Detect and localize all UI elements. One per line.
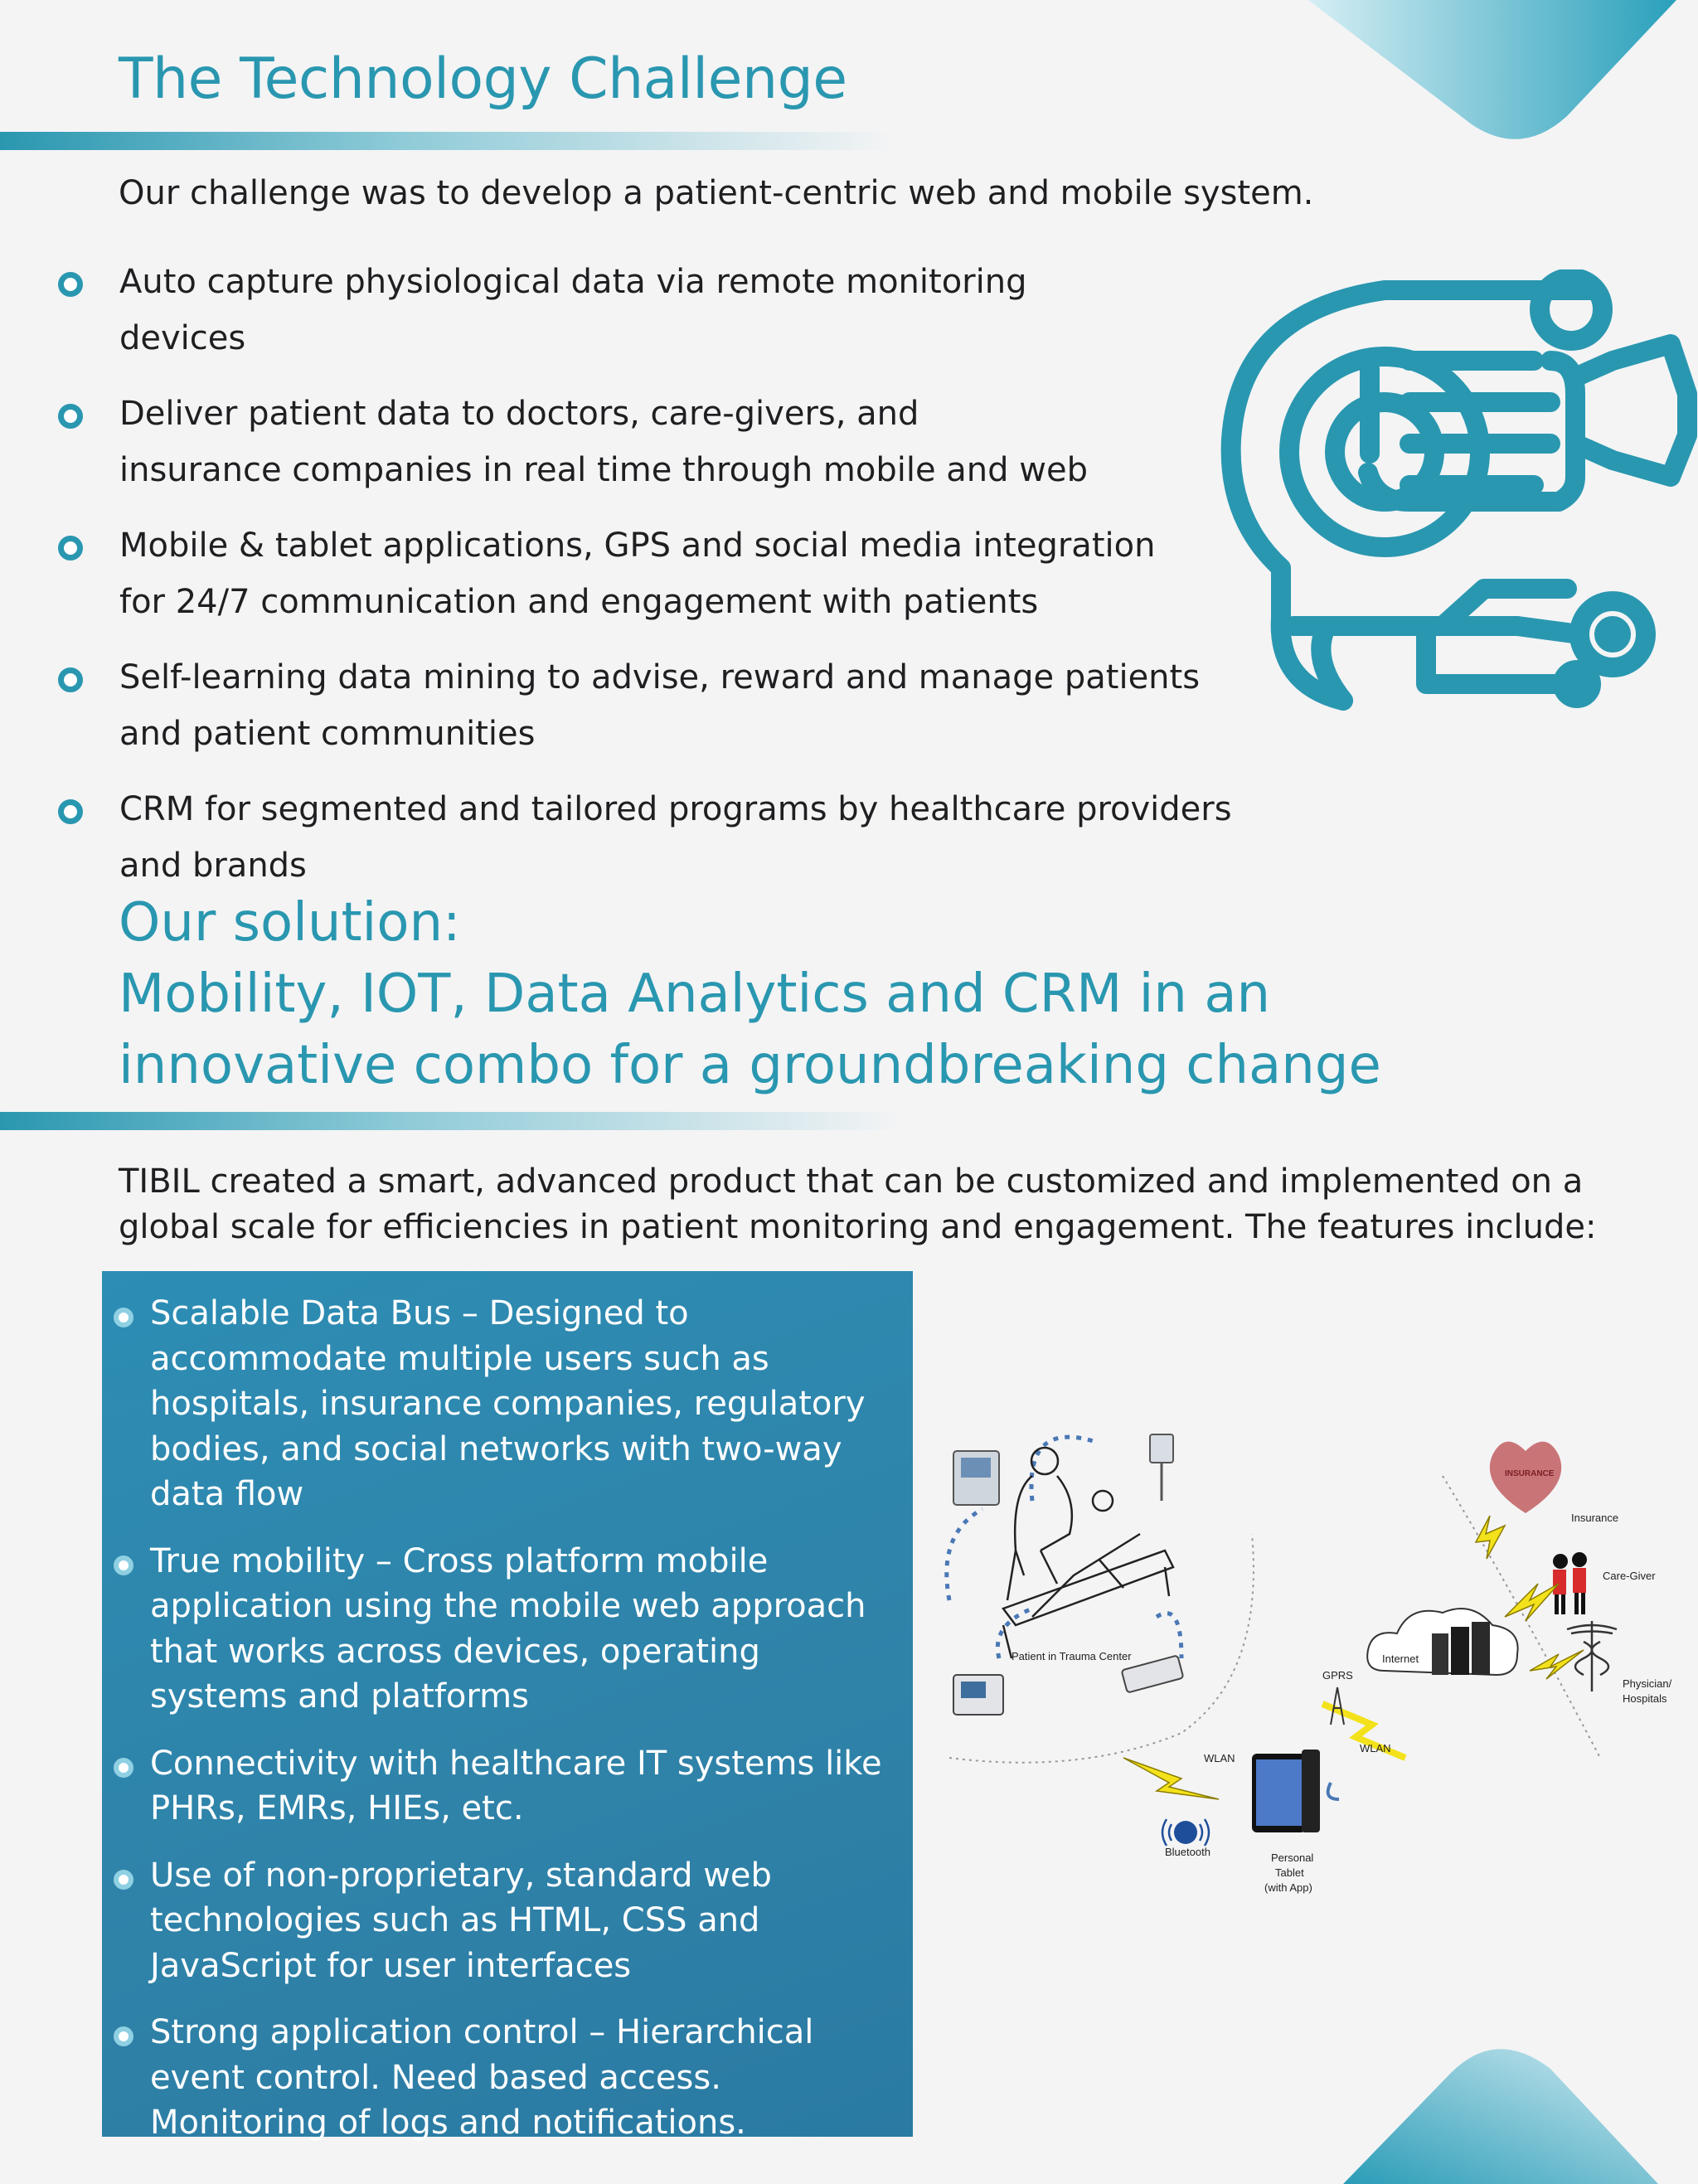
solution-description: TIBIL created a smart, advanced product that can be customized and implemented on a global scale for efficiencies in patient monitoring and engagement. The features include:: [119, 1162, 1597, 1246]
features-panel: [102, 1271, 913, 2142]
list-item: [58, 781, 1239, 894]
bullet-icon: [58, 272, 83, 297]
diagram-label-physician: Physician/: [1623, 1677, 1672, 1690]
diagram-label-caregiver: Care-Giver: [1603, 1570, 1656, 1582]
bullet-icon: [114, 1870, 133, 1890]
diagram-label-tablet-3: (with App): [1264, 1881, 1312, 1894]
list-item-text: Auto capture physiological data via remote monitoring devices: [119, 263, 1027, 357]
list-item-text: Self-learning data mining to advise, reward and manage patients and patient communities: [119, 658, 1201, 753]
feature-item: [102, 1539, 913, 1720]
ecg-device-icon: [953, 1675, 1003, 1715]
list-item: [58, 649, 1206, 762]
system-network-diagram: [933, 1410, 1696, 1924]
diagram-label-wlan2: WLAN: [1360, 1742, 1391, 1754]
diagram-label-tablet-2: Tablet: [1275, 1866, 1304, 1879]
solution-divider: [0, 1112, 904, 1130]
heart-label: INSURANCE: [1505, 1469, 1555, 1478]
medical-monitor-icon: [953, 1451, 999, 1505]
iv-pump-icon: [1150, 1434, 1173, 1501]
list-item-text: Deliver patient data to doctors, care-givers, and insurance companies in real time through mobile and web: [119, 395, 1088, 489]
bullet-icon: [114, 1555, 133, 1575]
feature-item: [102, 2010, 913, 2146]
feature-text: Scalable Data Bus – Designed to accommodate multiple users such as hospitals, insurance companies, regulatory bodies, and social networks with two-way data flow: [150, 1294, 866, 1513]
diagram-label-bluetooth: Bluetooth: [1165, 1846, 1210, 1858]
solution-heading: [119, 887, 1661, 1101]
list-item: [58, 254, 1031, 366]
feature-text: Strong application control – Hierarchical event control. Need based access. Monitoring of logs and notifications.: [150, 2013, 814, 2142]
wireless-signal-icon: [1505, 1584, 1559, 1621]
bullet-icon: [114, 1308, 133, 1327]
insurance-heart-icon: [1490, 1442, 1561, 1513]
diagram-label-trauma: Patient in Trauma Center: [1012, 1650, 1132, 1662]
feature-item: [102, 1741, 913, 1832]
diagram-label-insurance: Insurance: [1571, 1512, 1619, 1524]
decorative-corner-shape-bottom: [1310, 2036, 1698, 2184]
diagram-label-wlan1: WLAN: [1204, 1752, 1235, 1764]
bullet-icon: [58, 799, 83, 824]
feature-item: [102, 1853, 913, 1989]
bullet-icon: [114, 2026, 133, 2046]
list-item: [58, 386, 1089, 498]
solution-label: Our solution:: [119, 892, 461, 954]
diagram-label-internet: Internet: [1382, 1653, 1419, 1665]
tablet-icon: [1252, 1750, 1320, 1832]
features-list: [102, 1291, 913, 2167]
challenge-bullet-list: [58, 254, 1232, 913]
feature-text: True mobility – Cross platform mobile application using the mobile web approach that works across devices, operating systems and platforms: [150, 1541, 866, 1716]
doctor-patient-sketch: [1003, 1448, 1173, 1658]
page-title: The Technology Challenge: [119, 46, 847, 112]
bluetooth-icon: [1162, 1819, 1209, 1846]
title-divider: [0, 132, 895, 150]
solution-subtitle: Mobility, IOT, Data Analytics and CRM in an innovative combo for a groundbreaking change: [119, 963, 1381, 1096]
list-item-text: CRM for segmented and tailored programs by healthcare providers and brands: [119, 790, 1232, 885]
bullet-icon: [114, 1758, 133, 1778]
wireless-signal-icon: [1476, 1516, 1505, 1559]
list-item: [58, 517, 1164, 630]
lightbulb-hand-circuit-icon: [1219, 269, 1698, 750]
list-item-text: Mobile & tablet applications, GPS and social media integration for 24/7 communication and engagement with patients: [119, 527, 1156, 621]
bullet-icon: [58, 667, 83, 692]
feature-text: Use of non-proprietary, standard web technologies such as HTML, CSS and JavaScript for user interfaces: [150, 1856, 772, 1985]
diagram-label-hospitals: Hospitals: [1623, 1692, 1667, 1705]
bullet-icon: [58, 536, 83, 561]
bullet-icon: [58, 404, 83, 429]
feature-item: [102, 1291, 913, 1517]
diagram-label-gprs: GPRS: [1322, 1669, 1353, 1682]
diagram-label-tablet-1: Personal: [1271, 1852, 1314, 1864]
decorative-corner-shape-top: [1293, 0, 1698, 149]
challenge-intro: Our challenge was to develop a patient-centric web and mobile system.: [119, 174, 1314, 212]
caregiver-icon: [1553, 1552, 1587, 1614]
feature-text: Connectivity with healthcare IT systems like PHRs, EMRs, HIEs, etc.: [150, 1744, 882, 1827]
